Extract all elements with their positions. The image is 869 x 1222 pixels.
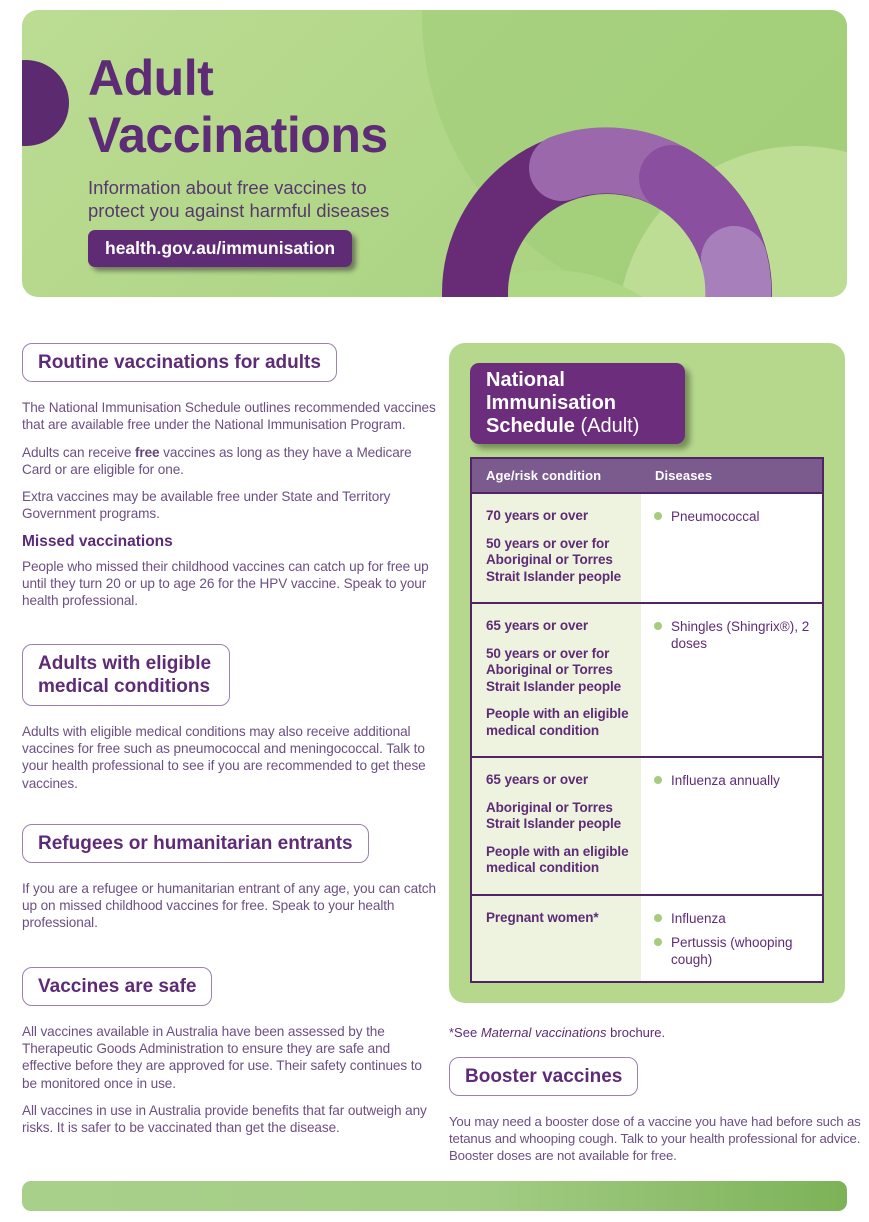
diseases-cell <box>641 757 823 895</box>
missed-vaccinations-heading: Missed vaccinations <box>22 532 173 550</box>
condition-text: People with an eligible medical condition <box>486 843 629 875</box>
schedule-row <box>471 493 823 603</box>
condition-text: 65 years or over <box>486 618 588 633</box>
condition-text: Aboriginal or Torres Strait Islander people <box>486 799 622 831</box>
condition-text: 65 years or over <box>486 772 588 787</box>
routine-paragraph-2-pre: Adults can receive <box>22 444 135 460</box>
disease-item <box>654 618 814 652</box>
schedule-table-body <box>471 493 823 982</box>
diseases-cell <box>641 603 823 757</box>
routine-paragraph-2 <box>22 444 438 479</box>
eligible-conditions-paragraph: Adults with eligible medical conditions may also receive additional vaccines for free such as pneumococcal and meningococcal. Talk to your health professional to see if you are recommended to get these vaccines. <box>22 723 426 791</box>
disease-item <box>654 934 814 968</box>
disease-text: Pneumococcal <box>671 509 760 524</box>
column-header-diseases: Diseases <box>641 458 823 493</box>
bullet-dot-icon <box>654 914 662 922</box>
diseases-cell <box>641 895 823 982</box>
disease-text: Pertussis (whooping cough) <box>671 934 793 967</box>
schedule-table <box>470 457 824 983</box>
age-risk-cell <box>471 895 641 982</box>
schedule-title-bold: National Immunisation Schedule <box>486 369 617 437</box>
vaccines-safe-paragraph-2: All vaccines in use in Australia provide benefits that far outweigh any risks. It is safer to be vaccinated than get the disease. <box>22 1102 427 1136</box>
left-column <box>22 343 438 1147</box>
condition-text: People with an eligible medical condition <box>486 706 629 738</box>
schedule-row <box>471 603 823 757</box>
age-risk-cell <box>471 493 641 603</box>
page-subtitle: Information about free vaccines to protect you against harmful diseases <box>88 177 390 221</box>
section-heading-eligible-conditions: Adults with eligible medical conditions <box>22 644 230 706</box>
section-heading-routine-vaccinations: Routine vaccinations for adults <box>22 343 337 382</box>
routine-paragraph-2-post: vaccines as long as they have a Medicare Card or are eligible for one. <box>22 444 412 477</box>
bullet-dot-icon <box>654 512 662 520</box>
routine-paragraph-3: Extra vaccines may be available free under State and Territory Government programs. <box>22 489 391 522</box>
schedule-row <box>471 757 823 895</box>
maternal-footnote <box>449 1025 861 1041</box>
national-immunisation-schedule-panel <box>449 343 845 1003</box>
routine-paragraph-2-bold: free <box>134 444 160 460</box>
condition-text: 50 years or over for Aboriginal or Torres Strait Islander people <box>486 645 622 694</box>
disease-text: Influenza <box>671 910 726 926</box>
footnote-post: brochure. <box>606 1024 666 1040</box>
schedule-title-badge <box>470 363 685 444</box>
condition-text: 70 years or over <box>486 508 588 523</box>
diseases-cell <box>641 493 823 603</box>
footer-bar <box>22 1181 847 1211</box>
bullet-dot-icon <box>654 622 662 630</box>
column-header-age-risk: Age/risk condition <box>471 458 641 493</box>
schedule-table-header <box>471 458 823 493</box>
schedule-row <box>471 895 823 982</box>
age-risk-cell <box>471 757 641 895</box>
footnote-italic: Maternal vaccinations <box>480 1024 607 1040</box>
page-title: Adult Vaccinations <box>88 50 388 163</box>
booster-paragraph: You may need a booster dose of a vaccine you have had before such as tetanus and whooping cough. Talk to your health professional for advice. Booster doses are not available for free. <box>449 1113 861 1164</box>
website-url-badge[interactable]: health.gov.au/immunisation <box>88 230 352 267</box>
disease-item <box>654 772 814 789</box>
bullet-dot-icon <box>654 776 662 784</box>
schedule-header-row <box>471 458 823 493</box>
routine-paragraph-1: The National Immunisation Schedule outlines recommended vaccines that are available free under the National Immunisation Program. <box>22 400 436 433</box>
header-banner <box>22 10 847 297</box>
age-risk-cell <box>471 603 641 757</box>
condition-text: 50 years or over for Aboriginal or Torres Strait Islander people <box>486 535 622 584</box>
missed-vaccinations-paragraph: People who missed their childhood vaccines can catch up for free up until they turn 20 or up to age 26 for the HPV vaccine. Speak to your health professional. <box>22 558 429 609</box>
right-column <box>449 343 861 1164</box>
disease-text: Influenza annually <box>671 773 780 788</box>
footnote-pre: *See <box>449 1024 481 1040</box>
disease-item <box>654 508 814 525</box>
refugees-paragraph: If you are a refugee or humanitarian entrant of any age, you can catch up on missed childhood vaccines for free. Speak to your health professional. <box>22 880 436 931</box>
schedule-title-normal: (Adult) <box>580 415 640 437</box>
section-heading-booster-vaccines: Booster vaccines <box>449 1057 638 1096</box>
section-heading-refugees: Refugees or humanitarian entrants <box>22 824 369 863</box>
section-heading-vaccines-safe: Vaccines are safe <box>22 967 212 1006</box>
disease-item <box>654 910 814 927</box>
condition-text: Pregnant women* <box>486 909 599 925</box>
vaccines-safe-paragraph-1: All vaccines available in Australia have been assessed by the Therapeutic Goods Administration to ensure they are safe and effective before they are approved for use. Their safety continues to be monitored once in use. <box>22 1023 422 1091</box>
bullet-dot-icon <box>654 938 662 946</box>
disease-text: Shingles (Shingrix®), 2 doses <box>671 619 810 651</box>
